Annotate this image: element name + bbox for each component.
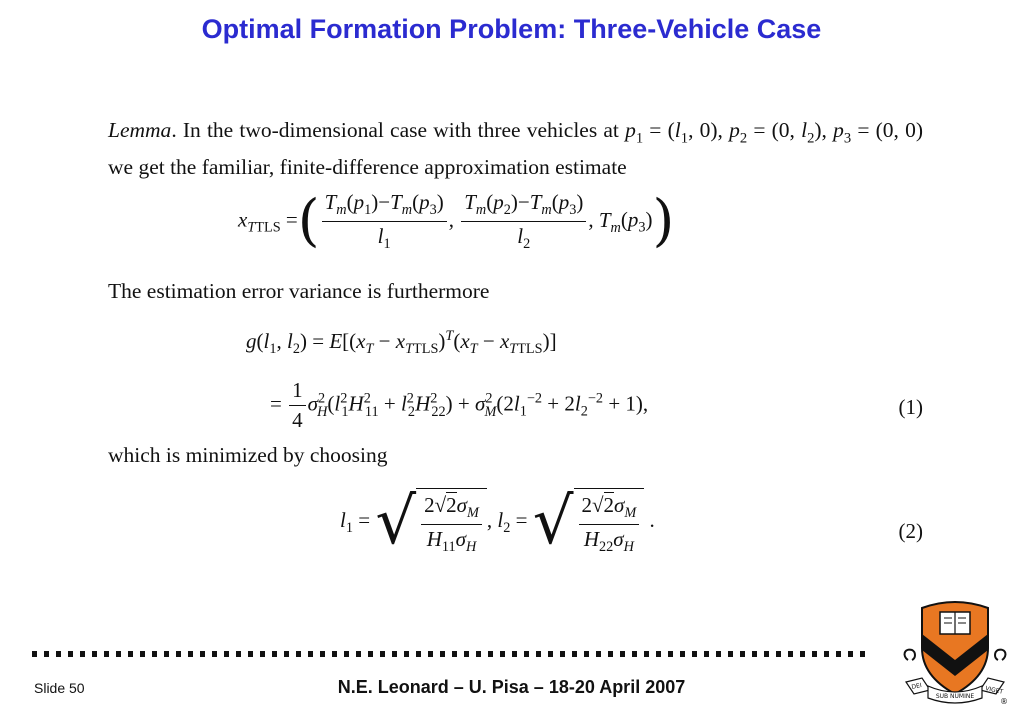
registered-mark: ® [1000,697,1008,706]
lemma-text-1: . In the two-dimensional case with three vehicles at [171,118,626,142]
vehicle-positions: $p_1 = (l_1$, 0), $p_2 = (0$, $l_2$), $p_3 = (0$, 0) [625,118,923,147]
equation-number-2: (2) [898,519,923,543]
minimized-intro: which is minimized by choosing [108,443,388,467]
equation-xtls: $x_{TTLS}$ =( $\frac{T_m(p_1)-T_m(p_3)}{l_1}$ , $\frac{T_m(p_2)-T_m(p_3)}{l_2}$ , $T_m(p_3)$) [238,188,675,254]
lemma-label: Lemma [108,118,172,142]
princeton-shield-logo [900,598,1010,708]
footer-author-venue: N.E. Leonard – U. Pisa – 18-20 April 2007 [337,677,686,697]
slide-title: Optimal Formation Problem: Three-Vehicle Case [201,14,822,44]
banner-center-text: SUB NUMINE [935,693,975,700]
lemma-text-2: we get the familiar, finite-difference approximation estimate [108,155,627,180]
variance-intro: The estimation error variance is furthermore [108,279,490,303]
banner-left-text: DEI [910,681,923,691]
equation-optimal-l: $l_1$ = √ $\frac{2√2\sigma_M}{H_{11}\sigma_H}$ , $l_2$ = √ $\frac{2√2\sigma_M}{H_{22}\sigma_H}$ . [340,485,655,560]
equation-g-line2: = $\frac{1}{4}$ $\sigma^2_H(l^2_1H^2_{11} + l^2_2H^2_{22}) + \sigma^2_M(2l_1^{-2} + 2l_2^{-2} + 1)$, [270,378,649,432]
footer-dotted-rule [32,651,872,657]
banner-right-text: VIGET [984,685,1004,696]
equation-number-1: (1) [898,395,923,419]
equation-g-line1: $g(l_1$, $l_2) = E[(x_T - x_{TTLS})^T(x_T - x_{TTLS})]$ [246,328,557,358]
slide-number: Slide 50 [34,680,85,696]
lemma-paragraph [108,116,923,182]
